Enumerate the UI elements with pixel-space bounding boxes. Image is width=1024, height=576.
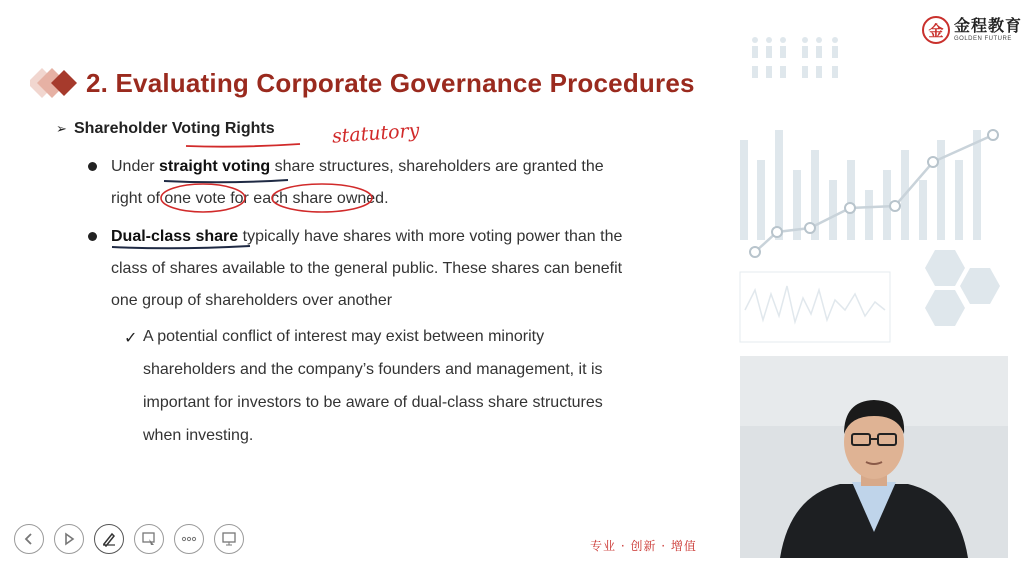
bullet1-text-c: share structures, shareholders are granted the [270, 158, 604, 175]
sub-line3: important for investors to be aware of dual-class share structures [143, 394, 603, 411]
presenter-video [740, 356, 1008, 558]
bullet2-line2: class of shares available to the general public. These shares can benefit [111, 260, 623, 277]
next-button[interactable] [54, 524, 84, 554]
more-button[interactable] [174, 524, 204, 554]
logo-text [954, 18, 1022, 42]
pointer-button[interactable] [134, 524, 164, 554]
page-title: 2. Evaluating Corporate Governance Procedures [86, 68, 695, 98]
screen-button[interactable] [214, 524, 244, 554]
bullet1-line2: right of one vote for each share owned. [111, 190, 389, 207]
sub-line4: when investing. [143, 427, 254, 444]
bullet2-text-c: typically have shares with more voting power than the [238, 228, 623, 245]
bullet-dot-icon [88, 162, 97, 171]
bullet1-line1 [111, 159, 604, 175]
bullet2-term: Dual-class share [111, 228, 239, 245]
title-diamond-icon [30, 66, 82, 100]
play-icon [62, 532, 76, 546]
bullet-dot-icon [88, 232, 97, 241]
brand-logo [922, 16, 1022, 44]
logo-name-cn: 金程教育 [954, 16, 1023, 35]
pen-icon [101, 531, 117, 547]
sub-line2: shareholders and the company’s founders and management, it is [143, 361, 603, 378]
handwritten-annotation: statutory [331, 119, 421, 148]
logo-name-en: GOLDEN FUTURE [954, 36, 1012, 42]
pen-button[interactable] [94, 524, 124, 554]
checkmark-icon: ✓ [124, 330, 138, 347]
heading-prefix: Shareholder [74, 120, 172, 137]
screen-icon [221, 531, 237, 547]
background-decoration [735, 10, 1023, 360]
slogan: 专业 · 创新 · 增值 [590, 539, 697, 553]
prev-button[interactable] [14, 524, 44, 554]
slide-toolbar [14, 524, 244, 554]
section-heading [56, 120, 275, 138]
bullet1-term: straight voting [159, 158, 271, 175]
more-icon [181, 531, 197, 547]
heading-emphasis: Voting Rights [171, 120, 275, 137]
logo-mark-icon: 金 [922, 16, 950, 44]
pointer-icon [141, 531, 157, 547]
chevron-left-icon [22, 532, 36, 546]
bullet2-line3: one group of shareholders over another [111, 292, 393, 309]
bullet2-line1 [111, 229, 622, 245]
arrow-bullet-icon: ➢ [56, 121, 67, 136]
bullet1-text-a: Under [111, 158, 160, 175]
sub-line1: A potential conflict of interest may exist between minority [143, 328, 545, 345]
